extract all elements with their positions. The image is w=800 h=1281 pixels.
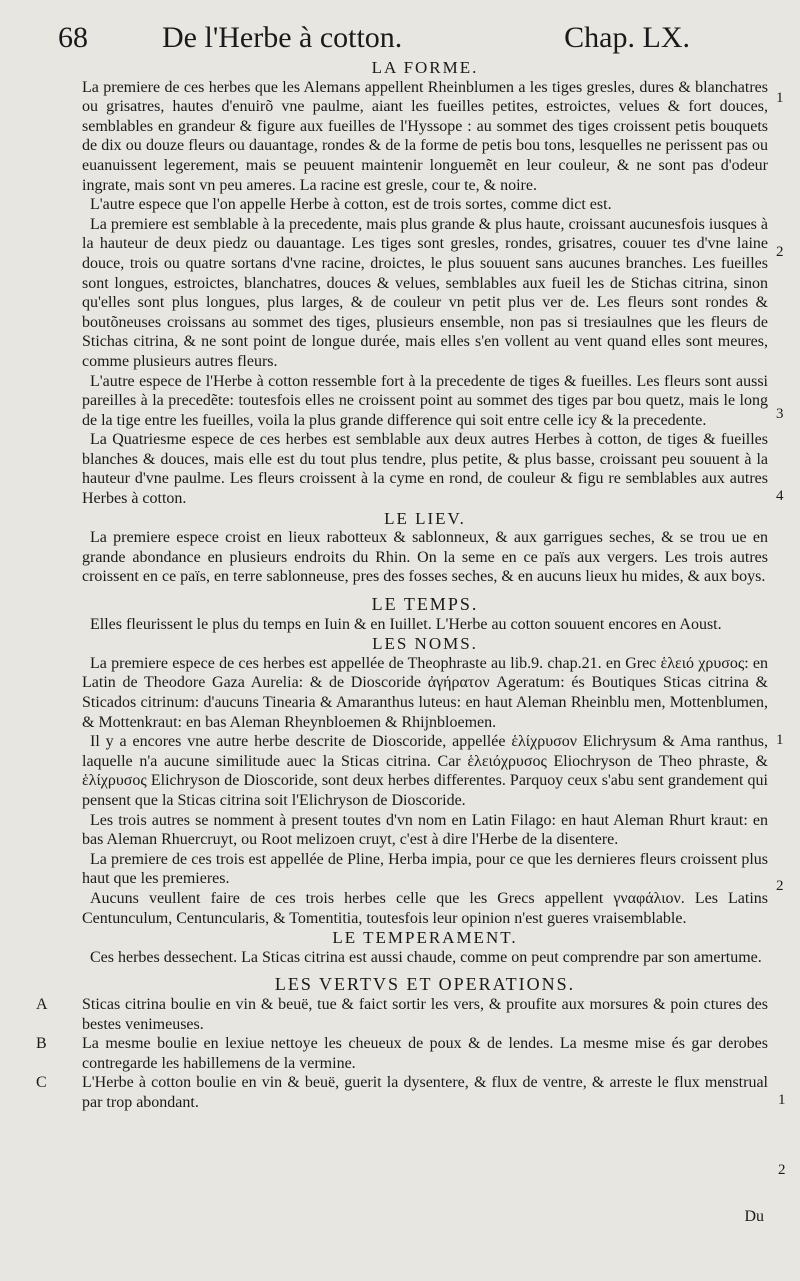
paragraph-letter: C: [36, 1074, 47, 1092]
section-heading-noms: LES NOMS.: [372, 634, 478, 654]
lettered-paragraph-c: [36, 1073, 768, 1112]
paragraph: La premiere espece de ces herbes est appellée de Theophraste au lib.9. chap.21. en Grec ἑλειό χρυσος: en Latin de Theodore Gaza Aurelia: & de Dioscoride ἀγήρατον Ageratum: és Boutiques Sticas citrina & Sticados citrinum: d'aucuns Tinearia & Amaranthus luteus: en haut Aleman Rheinblu men, Mottenblumen, & Mottenkraut: en bas Aleman Rheynbloemen & Rhijnbloemen.: [82, 654, 768, 731]
margin-number: 4: [776, 488, 784, 504]
paragraph: La premiere de ces herbes que les Alemans appellent Rheinblumen a les tiges gresles, dures & blanchatres ou grisatres, hautes d'enuirõ vne paulme, aiant les fueilles petites, estroictes, velues & fort douces, semblables en grandeur & figure aux fueilles de l'Hyssope : au sommet des tiges croissent petis bouquets de dix ou douze fleurs ou dauantage, rondes & de la forme de petis bou tons, lesquelles ne perissent pas ou euanuissent legerement, mais se peuuent maintenir longuemẽt en leur couleur, & ne sont pas d'odeur ingrate, mais sont vn peu ameres. La racine est gresle, cour te, & noire.: [82, 78, 768, 194]
lettered-paragraph-b: [36, 1034, 768, 1073]
paragraph: Aucuns veullent faire de ces trois herbes celle que les Grecs appellent γναφάλιον. Les Latins Centunculum, Centuncularis, & Tomentitia, toutesfois leur opinion n'est gueres vraisemblable.: [82, 889, 768, 927]
paragraph: L'autre espece que l'on appelle Herbe à cotton, est de trois sortes, comme dict est.: [90, 196, 612, 214]
section-heading-forme: LA FORME.: [371, 58, 479, 77]
catchword: Du: [744, 1208, 764, 1225]
margin-number: 2: [778, 1162, 786, 1178]
running-head: [58, 18, 690, 58]
margin-number: 2: [776, 878, 784, 894]
paragraph: Elles fleurissent le plus du temps en Iuin & en Iuillet. L'Herbe au cotton souuent encores en Aoust.: [90, 615, 722, 633]
paragraph: La premiere espece croist en lieux rabotteux & sablonneux, & aux garrigues seches, & se trou ue en grande abondance en plusieurs endroits du Rhin. On la seme en ce païs aux vergers. Les trois autres croissent en ce païs, en terre sablonneuse, pres des fosses seches, & en aucuns lieux hu mides, & aux boys.: [82, 529, 768, 586]
paragraph-letter: A: [36, 995, 48, 1013]
section-heading-vertus: LES VERTVS ET OPERATIONS.: [274, 974, 576, 995]
paragraph: Il y a encores vne autre herbe descrite de Dioscoride, appellée ἑλίχρυσον Elichrysum & Ama ranthus, laquelle n'a aucune similitude auec la Sticas citrina. Car ἑλειόχρυσος Eliochryson de Theo phraste, & ἑλίχρυσος Elichryson de Dioscoride, sont deux herbes differentes. Parquoy ceux s'abu sent grandement qui pensent que la Sticas citrina soit l'Elichryson de Dioscoride.: [82, 733, 768, 809]
paragraph-text: L'Herbe à cotton boulie en vin & beuë, guerit la dysentere, & flux de ventre, & arreste le flux menstrual par trop abondant.: [82, 1074, 768, 1111]
paragraph: L'autre espece de l'Herbe à cotton ressemble fort à la precedente de tiges & fueilles. Les fleurs sont aussi pareilles à la precedẽte: toutesfois elles ne croissent point au sommet des tiges par bou quetz, mais le long de la tige entre les fueilles, voila la plus grande difference qui soit entre celle icy & la precedente.: [82, 372, 768, 429]
margin-number: 1: [776, 90, 784, 106]
paragraph: La premiere de ces trois est appellée de Pline, Herba impia, pour ce que les dernieres fleurs croissent plus haut que les premieres.: [82, 850, 768, 888]
section-heading-temps: LE TEMPS.: [371, 594, 479, 615]
section-heading-lieu: LE LIEV.: [384, 508, 466, 528]
paragraph: Ces herbes dessechent. La Sticas citrina est aussi chaude, comme on peut comprendre par son amertume.: [90, 948, 762, 966]
paragraph: Les trois autres se nomment à present toutes d'vn nom en Latin Filago: en haut Aleman Rhurt kraut: en bas Aleman Rhuercruyt, ou Root melizoen cruyt, c'est à dire l'Herbe de la disentere.: [82, 811, 768, 849]
chapter-number: Chap. LX.: [564, 21, 690, 54]
paragraph: La premiere est semblable à la precedente, mais plus grande & plus haute, croissant aucunesfois iusques à la hauteur de deux piedz ou dauantage. Les tiges sont gresles, rondes, grisatres, couuer tes d'vne laine douce, trois ou quatre sortans d'vne racine, droictes, le plus souuent sans aucunes branches. Les fueilles sont longues, estroictes, blanchatres, douces & velues, semblables aux fueil les de Stichas citrina, sinon qu'elles sont plus longues, plus larges, & de couleur vn petit plus ver de. Les fleurs sont rondes & boutõneuses croissans au sommet des tiges, plusieurs ensemble, non pas si tresiaulnes que les fleurs de Stichas citrina, & ne sont point de longue durée, mais elles s'en vollent au vent quand elles sont meures, comme plusieurs autres fleurs.: [82, 215, 768, 370]
margin-number: 3: [776, 406, 784, 422]
paragraph-text: La mesme boulie en lexiue nettoye les cheueux de poux & de lendes. La mesme mise és gar derobes contregarde les habillemens de la vermine.: [82, 1035, 768, 1072]
paragraph-letter: B: [36, 1035, 47, 1053]
chapter-title: De l'Herbe à cotton.: [162, 21, 403, 54]
paragraph: La Quatriesme espece de ces herbes est semblable aux deux autres Herbes à cotton, de tiges & fueilles blanches & douces, mais elle est du tout plus tendre, plus petite, & plus basse, croissant peu souuent à la hauteur d'vne paulme. Les fleurs croissent à la cyme en rond, de couleur & figu re semblables aux autres Herbes à cotton.: [82, 431, 768, 508]
margin-number: 2: [776, 244, 784, 260]
page-number: 68: [58, 21, 88, 54]
margin-number: 1: [776, 732, 784, 748]
paragraph-text: Sticas citrina boulie en vin & beuë, tue & faict sortir les vers, & proufite aux morsures & poin ctures des bestes venimeuses.: [82, 995, 768, 1033]
lettered-paragraph-a: [36, 995, 768, 1034]
section-heading-temperament: LE TEMPERAMENT.: [332, 928, 518, 948]
margin-number: 1: [778, 1092, 786, 1108]
body-text: [36, 58, 768, 1112]
